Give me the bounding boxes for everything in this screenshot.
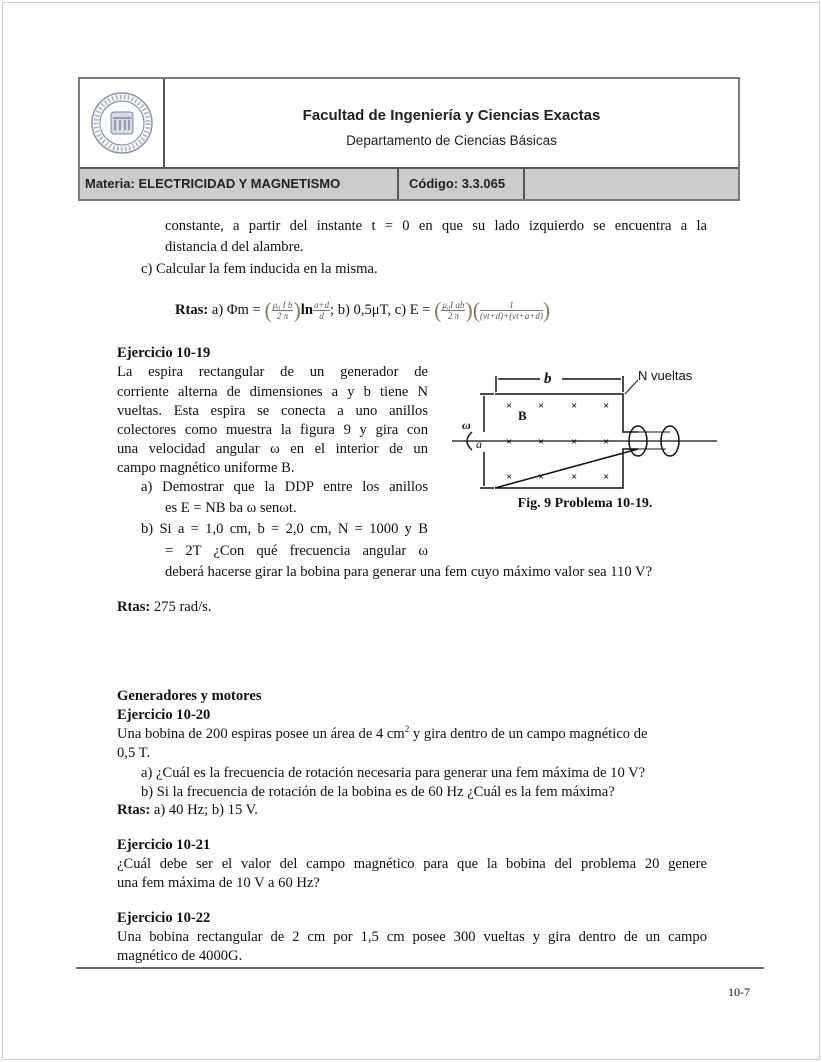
ex20-answers: Rtas: a) 40 Hz; b) 15 V. xyxy=(117,802,258,818)
footer-rule xyxy=(76,967,764,969)
ex20-text-line: 0,5 T. xyxy=(117,745,151,761)
exercise-10-21-title: Ejercicio 10-21 xyxy=(117,837,211,853)
ex19-item-b-cont: = 2T ¿Con qué frecuencia angular ω xyxy=(165,543,428,559)
svg-text:×: × xyxy=(506,436,513,448)
empty-cell xyxy=(525,169,738,199)
svg-text:×: × xyxy=(538,436,545,448)
svg-text:×: × xyxy=(571,471,578,483)
ex20-item-b: b) Si la frecuencia de rotación de la bobina es de 60 Hz ¿Cuál es la fem máxima? xyxy=(141,784,615,800)
exercise-10-22-title: Ejercicio 10-22 xyxy=(117,910,211,926)
svg-text:×: × xyxy=(571,400,578,412)
figure-9-caption: Fig. 9 Problema 10-19. xyxy=(517,496,653,511)
ex20-text-line: Una bobina de 200 espiras posee un área de 4 $cm^2$ y gira dentro de un campo magnético de xyxy=(117,724,648,742)
svg-text:a: a xyxy=(476,437,482,451)
ex21-text-line: una fem máxima de 10 V a 60 Hz? xyxy=(117,875,320,891)
ex19-text-line: una velocidad angular ω en el interior de un xyxy=(117,441,428,457)
ex19-answers: Rtas: 275 rad/s. xyxy=(117,599,212,615)
generator-loop-diagram xyxy=(452,362,720,492)
svg-text:b: b xyxy=(544,371,552,387)
document-header xyxy=(78,77,740,201)
department-subtitle: Departamento de Ciencias Básicas xyxy=(346,133,557,148)
svg-text:×: × xyxy=(538,400,545,412)
ex19-item-b-cont: deberá hacerse girar la bobina para generar una fem cuyo máximo valor sea 110 V? xyxy=(165,564,653,580)
svg-text:×: × xyxy=(603,436,610,448)
section-title: Generadores y motores xyxy=(117,688,262,704)
ex21-text-line: ¿Cuál debe ser el valor del campo magnético para que la bobina del problema 20 genere xyxy=(117,856,707,872)
ex20-item-a: a) ¿Cuál es la frecuencia de rotación necesaria para generar una fem máxima de 10 V? xyxy=(141,765,646,781)
svg-text:×: × xyxy=(603,400,610,412)
faculty-title: Facultad de Ingeniería y Ciencias Exactas xyxy=(302,107,601,124)
ex22-text-line: magnético de 4000G. xyxy=(117,948,243,964)
formula-fraction: $\frac{\text{μ₀ I b}}{2 \pi}$ xyxy=(272,300,293,322)
exercise-10-19-title: Ejercicio 10-19 xyxy=(117,345,211,361)
svg-text:N vueltas: N vueltas xyxy=(638,368,693,383)
page-number: 10-7 xyxy=(728,985,750,999)
ex19-text-line: vueltas. Esta espira se conecta a uno anillos xyxy=(117,403,428,419)
prev-answers: Rtas: a) Φm = ( $\frac{\text{μ₀ I b}}{2 \pi}$ )ln $\frac{a+d}{d}$ ; b) 0,5μT, c) E = ( $\frac{\text{μ₀I ab}}{2 \pi}$ )( $\frac{1}{(vt+d)+(vt+a+d)}$ ) xyxy=(175,297,551,323)
svg-text:×: × xyxy=(506,400,513,412)
formula-fraction: $\frac{1}{(vt+d)+(vt+a+d)}$ xyxy=(480,300,543,322)
formula-fraction: $\frac{a+d}{d}$ xyxy=(313,300,330,322)
ex19-item-b: b) Si a = 1,0 cm, b = 2,0 cm, N = 1000 y B xyxy=(141,521,428,537)
ex19-text-line: corriente alterna de dimensiones a y b tiene N xyxy=(117,384,428,400)
svg-text:×: × xyxy=(538,471,545,483)
ex22-text-line: Una bobina rectangular de 2 cm por 1,5 cm posee 300 vueltas y gira dentro de un campo xyxy=(117,929,707,945)
rtas-a: a) Φm = xyxy=(211,302,265,318)
svg-text:×: × xyxy=(571,436,578,448)
code-cell: Código: 3.3.065 xyxy=(399,169,525,199)
svg-text:×: × xyxy=(603,471,610,483)
ex19-item-a-cont: es E = NB ba ω senωt. xyxy=(165,500,297,516)
logo-cell xyxy=(80,79,165,167)
svg-text:ω: ω xyxy=(462,418,471,432)
prev-text-line: distancia d del alambre. xyxy=(165,239,304,255)
header-top-row xyxy=(80,79,738,169)
ex19-text-line: campo magnético uniforme B. xyxy=(117,460,295,476)
formula-fraction: $\frac{\text{μ₀I ab}}{2 \pi}$ xyxy=(442,300,465,322)
figure-9-generator-diagram xyxy=(452,362,720,492)
subject-cell: Materia: ELECTRICIDAD Y MAGNETISMO xyxy=(80,169,399,199)
prev-text-line: constante, a partir del instante t = 0 en que su lado izquierdo se encuentra a la xyxy=(165,218,707,234)
rtas-b: ; b) 0,5μT, c) E = xyxy=(330,302,435,318)
title-cell xyxy=(165,79,738,167)
ex19-text-line: colectores como muestra la figura 9 y gira con xyxy=(117,422,428,438)
svg-text:B: B xyxy=(518,408,527,423)
university-seal-icon xyxy=(89,90,155,156)
header-bottom-row xyxy=(80,169,738,199)
svg-text:×: × xyxy=(506,471,513,483)
rtas-label: Rtas: xyxy=(175,302,209,318)
ex19-text-line: La espira rectangular de un generador de xyxy=(117,364,428,380)
prev-item-c: c) Calcular la fem inducida en la misma. xyxy=(141,261,378,277)
ex19-item-a: a) Demostrar que la DDP entre los anillos xyxy=(141,479,428,495)
exercise-10-20-title: Ejercicio 10-20 xyxy=(117,707,211,723)
